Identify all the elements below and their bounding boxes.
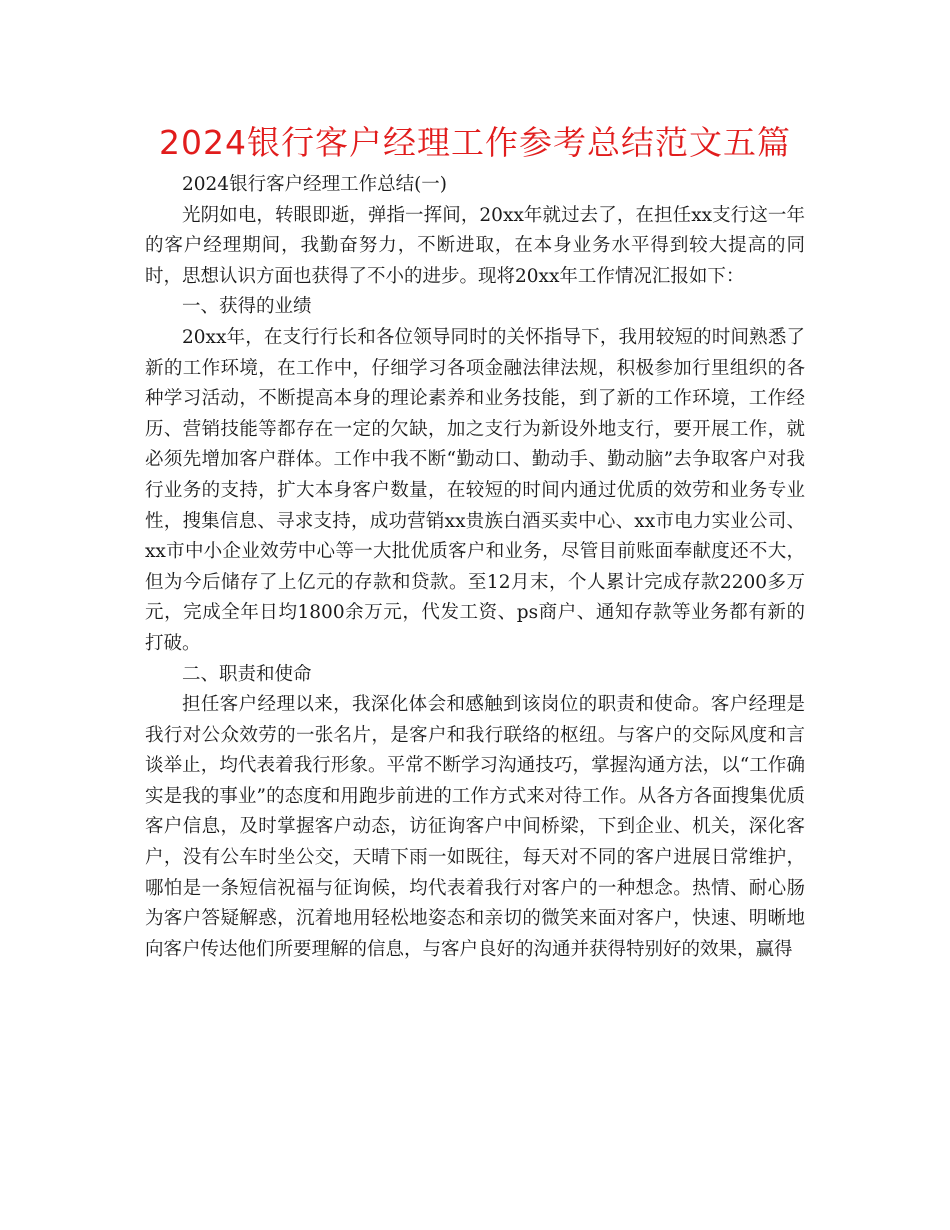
section-heading-duties: 二、职责和使命 <box>182 663 312 685</box>
paragraph-achievements: 20xx年，在支行行长和各位领导同时的关怀指导下，我用较短的时间熟悉了新的工作环境，在工作中，仔细学习各项金融法律法规，积极参加行里组织的各种学习活动，不断提高本身的理论素养和业务技能，到了新的工作环境，工作经历、营销技能等都存在一定的欠缺，加之支行为新设外地支行，要开展工作，就必须先增加客户群体。工作中我不断“勤动口、勤动手、勤动脑”去争取客户对我行业务的支持，扩大本身客户数量，在较短的时间内通过优质的效劳和业务专业性，搜集信息、寻求支持，成功营销xx贵族白酒买卖中心、xx市电力实业公司、xx市中小企业效劳中心等一大批优质客户和业务，尽管目前账面奉献度还不大，但为今后储存了上亿元的存款和贷款。至12月末，个人累计完成存款2200多万元，完成全年日均1800余万元，代发工资、ps商户、通知存款等业务都有新的打破。 <box>145 326 805 654</box>
section-heading-achievements: 一、获得的业绩 <box>182 296 312 318</box>
paragraph-intro: 光阴如电，转眼即逝，弹指一挥间，20xx年就过去了，在担任xx支行这一年的客户经理期间，我勤奋努力，不断进取，在本身业务水平得到较大提高的同时，思想认识方面也获得了不小的进步。现将20xx年工作情况汇报如下： <box>145 204 805 287</box>
document-subtitle: 2024银行客户经理工作总结(一) <box>182 174 448 195</box>
document-title: 2024银行客户经理工作参考总结范文五篇 <box>159 123 791 162</box>
paragraph-duties: 担任客户经理以来，我深化体会和感触到该岗位的职责和使命。客户经理是我行对公众效劳的一张名片，是客户和我行联络的枢纽。与客户的交际风度和言谈举止，均代表着我行形象。平常不断学习沟通技巧，掌握沟通方法，以“工作确实是我的事业”的态度和用跑步前进的工作方式来对待工作。从各方各面搜集优质客户信息，及时掌握客户动态，访征询客户中间桥梁，下到企业、机关，深化客户，没有公车时坐公交，天晴下雨一如既往，每天对不同的客户进展日常维护，哪怕是一条短信祝福与征询候，均代表着我行对客户的一种想念。热情、耐心肠为客户答疑解惑，沉着地用轻松地姿态和亲切的微笑来面对客户，快速、明晰地向客户传达他们所要理解的信息，与客户良好的沟通并获得特别好的效果，赢得 <box>145 694 805 960</box>
document-body <box>145 170 805 965</box>
